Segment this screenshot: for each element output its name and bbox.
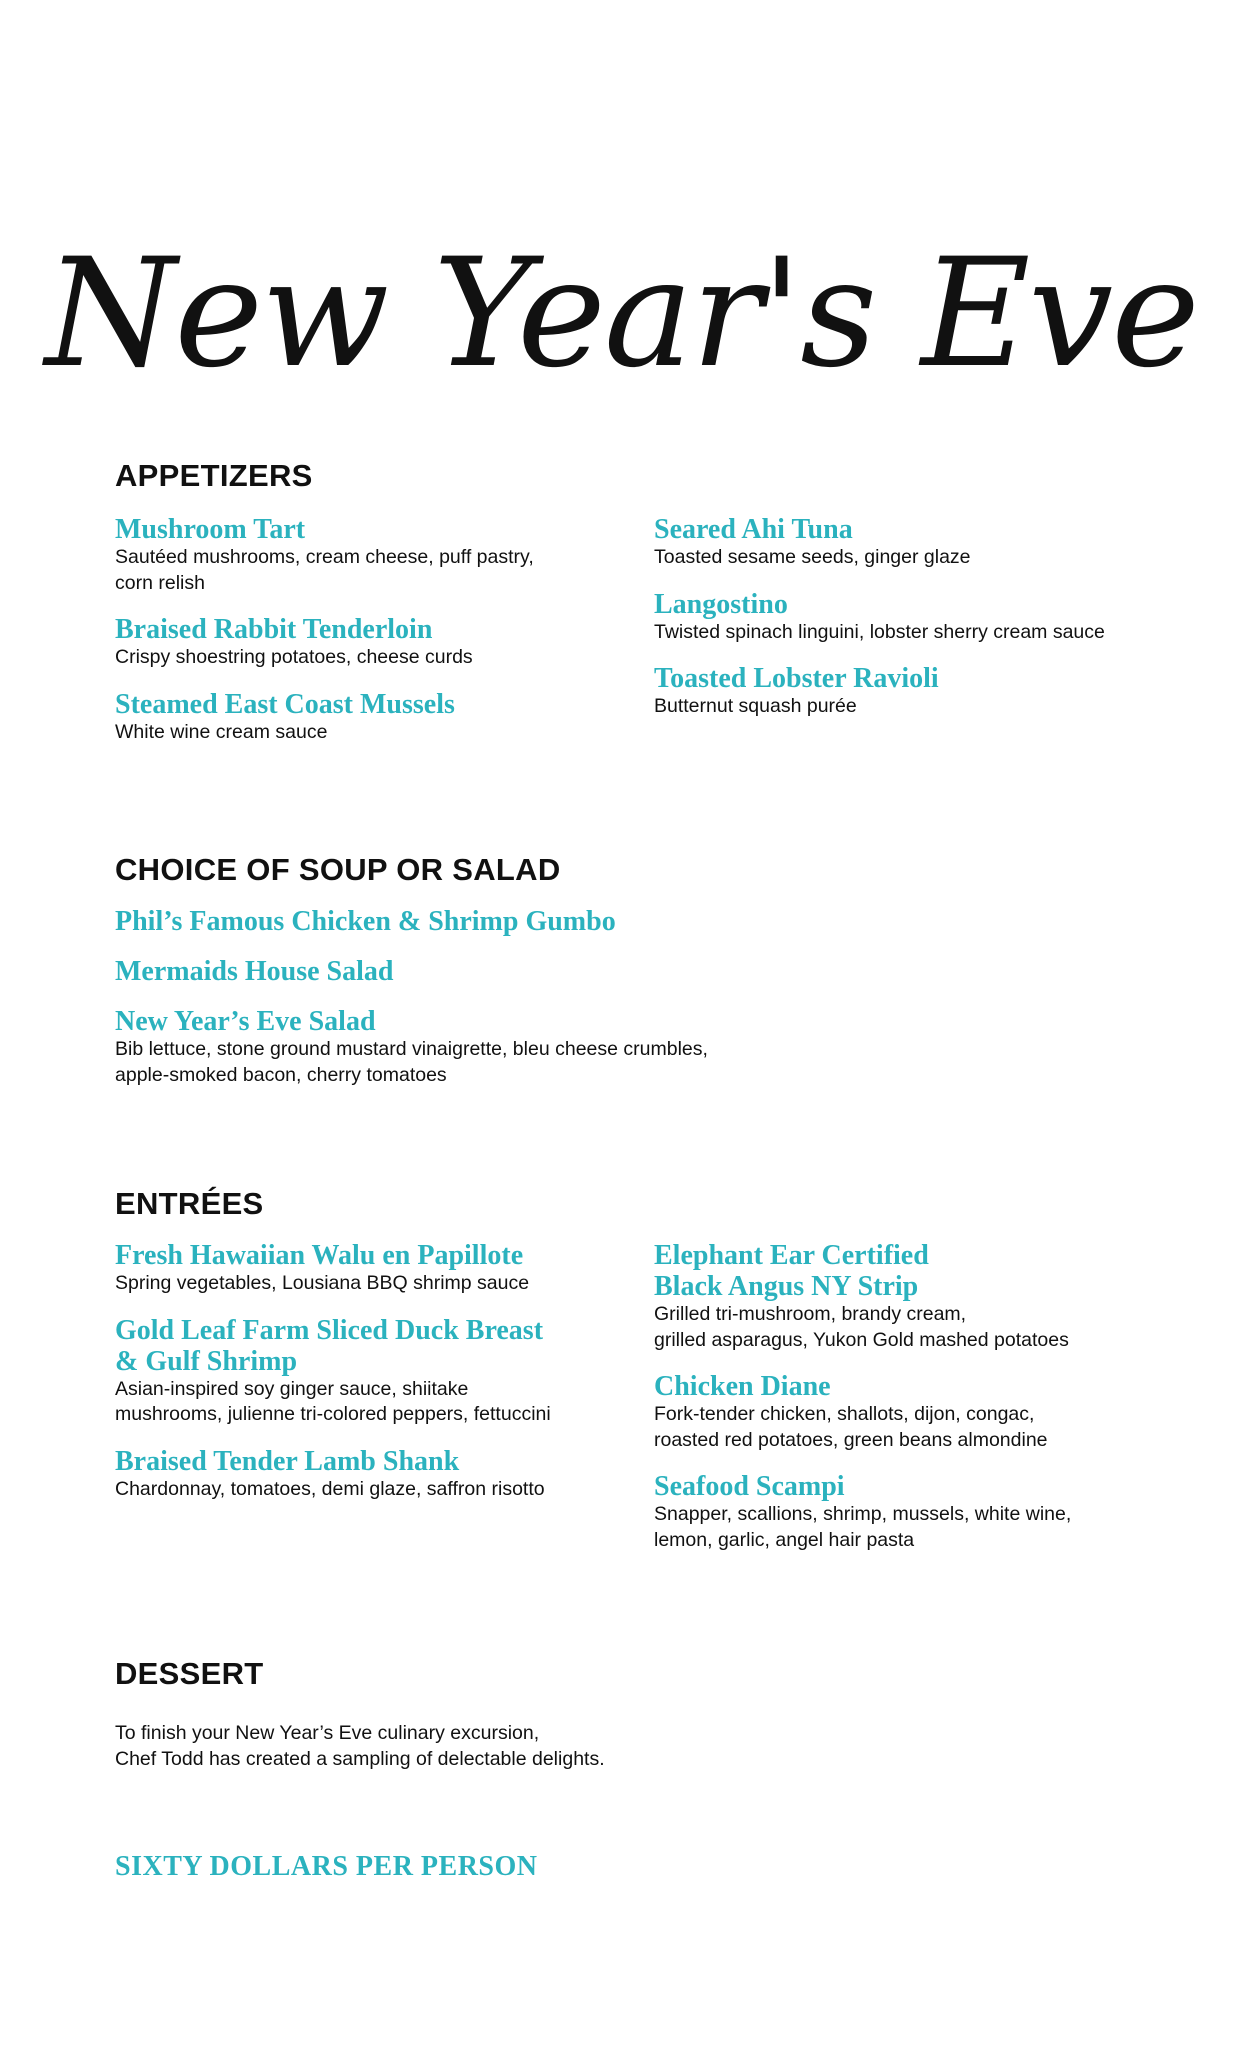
dessert-line: Chef Todd has created a sampling of delectable delights.	[115, 1748, 605, 1770]
item-description: corn relish	[115, 571, 205, 594]
appetizers-left-column	[115, 514, 645, 745]
menu-item	[115, 1240, 645, 1297]
item-description: grilled asparagus, Yukon Gold mashed potatoes	[654, 1328, 1069, 1351]
menu-item	[115, 1006, 1015, 1088]
page-title: New Year's Eve	[45, 226, 1198, 401]
item-name: Mermaids House Salad	[115, 956, 394, 987]
item-description: Crispy shoestring potatoes, cheese curds	[115, 646, 473, 668]
menu-item	[115, 956, 1015, 987]
item-description: Asian-inspired soy ginger sauce, shiitake	[115, 1377, 469, 1400]
menu-item	[115, 1315, 645, 1428]
menu-item	[654, 1371, 1214, 1453]
menu-item	[115, 1446, 645, 1503]
item-description: Spring vegetables, Lousiana BBQ shrimp sauce	[115, 1272, 530, 1294]
item-name: & Gulf Shrimp	[115, 1345, 298, 1377]
price: SIXTY DOLLARS PER PERSON	[115, 1851, 538, 1882]
item-name: Black Angus NY Strip	[654, 1271, 919, 1302]
item-name: Seared Ahi Tuna	[654, 514, 853, 545]
item-description: Butternut squash purée	[654, 695, 857, 717]
item-name: Toasted Lobster Ravioli	[654, 663, 939, 694]
menu-item	[115, 614, 645, 671]
item-name: Chicken Diane	[654, 1371, 831, 1402]
item-description: apple-smoked bacon, cherry tomatoes	[115, 1063, 447, 1086]
item-description: Chardonnay, tomatoes, demi glaze, saffron risotto	[115, 1477, 545, 1500]
entrees-heading: ENTRÉES	[115, 1186, 264, 1221]
item-name: Steamed East Coast Mussels	[115, 688, 455, 720]
item-description: Twisted spinach linguini, lobster sherry cream sauce	[654, 620, 1105, 643]
item-name: Elephant Ear Certified	[654, 1240, 929, 1271]
menu-item	[654, 514, 1214, 571]
item-name: Seafood Scampi	[654, 1471, 845, 1502]
menu-item	[115, 689, 645, 746]
dessert-heading: DESSERT	[115, 1656, 264, 1691]
entrees-left-column	[115, 1240, 645, 1502]
menu-item	[654, 589, 1214, 646]
menu-item	[654, 1471, 1214, 1553]
item-description: Sautéed mushrooms, cream cheese, puff pastry,	[115, 546, 534, 568]
entrees-right-column	[654, 1240, 1214, 1553]
menu-item	[115, 906, 1015, 937]
item-description: Bib lettuce, stone ground mustard vinaigrette, bleu cheese crumbles,	[115, 1038, 708, 1060]
menu-item	[654, 663, 1214, 720]
appetizers-heading: APPETIZERS	[115, 458, 313, 493]
item-description: mushrooms, julienne tri-colored peppers, fettuccini	[115, 1403, 551, 1425]
menu-item	[115, 514, 645, 596]
appetizers-right-column	[654, 514, 1214, 720]
item-name: New Year’s Eve Salad	[115, 1006, 376, 1037]
item-description: Snapper, scallions, shrimp, mussels, white wine,	[654, 1503, 1072, 1525]
item-description: lemon, garlic, angel hair pasta	[654, 1528, 915, 1551]
menu-item	[654, 1240, 1214, 1353]
item-description: Toasted sesame seeds, ginger glaze	[654, 546, 971, 568]
soup-salad-heading: CHOICE OF SOUP OR SALAD	[115, 852, 561, 887]
item-name: Langostino	[654, 588, 788, 620]
item-name: Braised Rabbit Tenderloin	[115, 614, 433, 645]
dessert-description	[115, 1720, 1015, 1772]
item-name: Fresh Hawaiian Walu en Papillote	[115, 1240, 524, 1271]
dessert-line: To finish your New Year’s Eve culinary excursion,	[115, 1722, 540, 1744]
item-description: White wine cream sauce	[115, 720, 328, 743]
item-description: roasted red potatoes, green beans almondine	[654, 1428, 1048, 1451]
item-name: Mushroom Tart	[115, 514, 306, 545]
item-description: Grilled tri-mushroom, brandy cream,	[654, 1303, 967, 1325]
item-name: Phil’s Famous Chicken & Shrimp Gumbo	[115, 906, 616, 937]
soup-salad-column	[115, 906, 1015, 1088]
item-name: Braised Tender Lamb Shank	[115, 1445, 460, 1477]
item-description: Fork-tender chicken, shallots, dijon, congac,	[654, 1403, 1035, 1425]
item-name: Gold Leaf Farm Sliced Duck Breast	[115, 1314, 544, 1346]
